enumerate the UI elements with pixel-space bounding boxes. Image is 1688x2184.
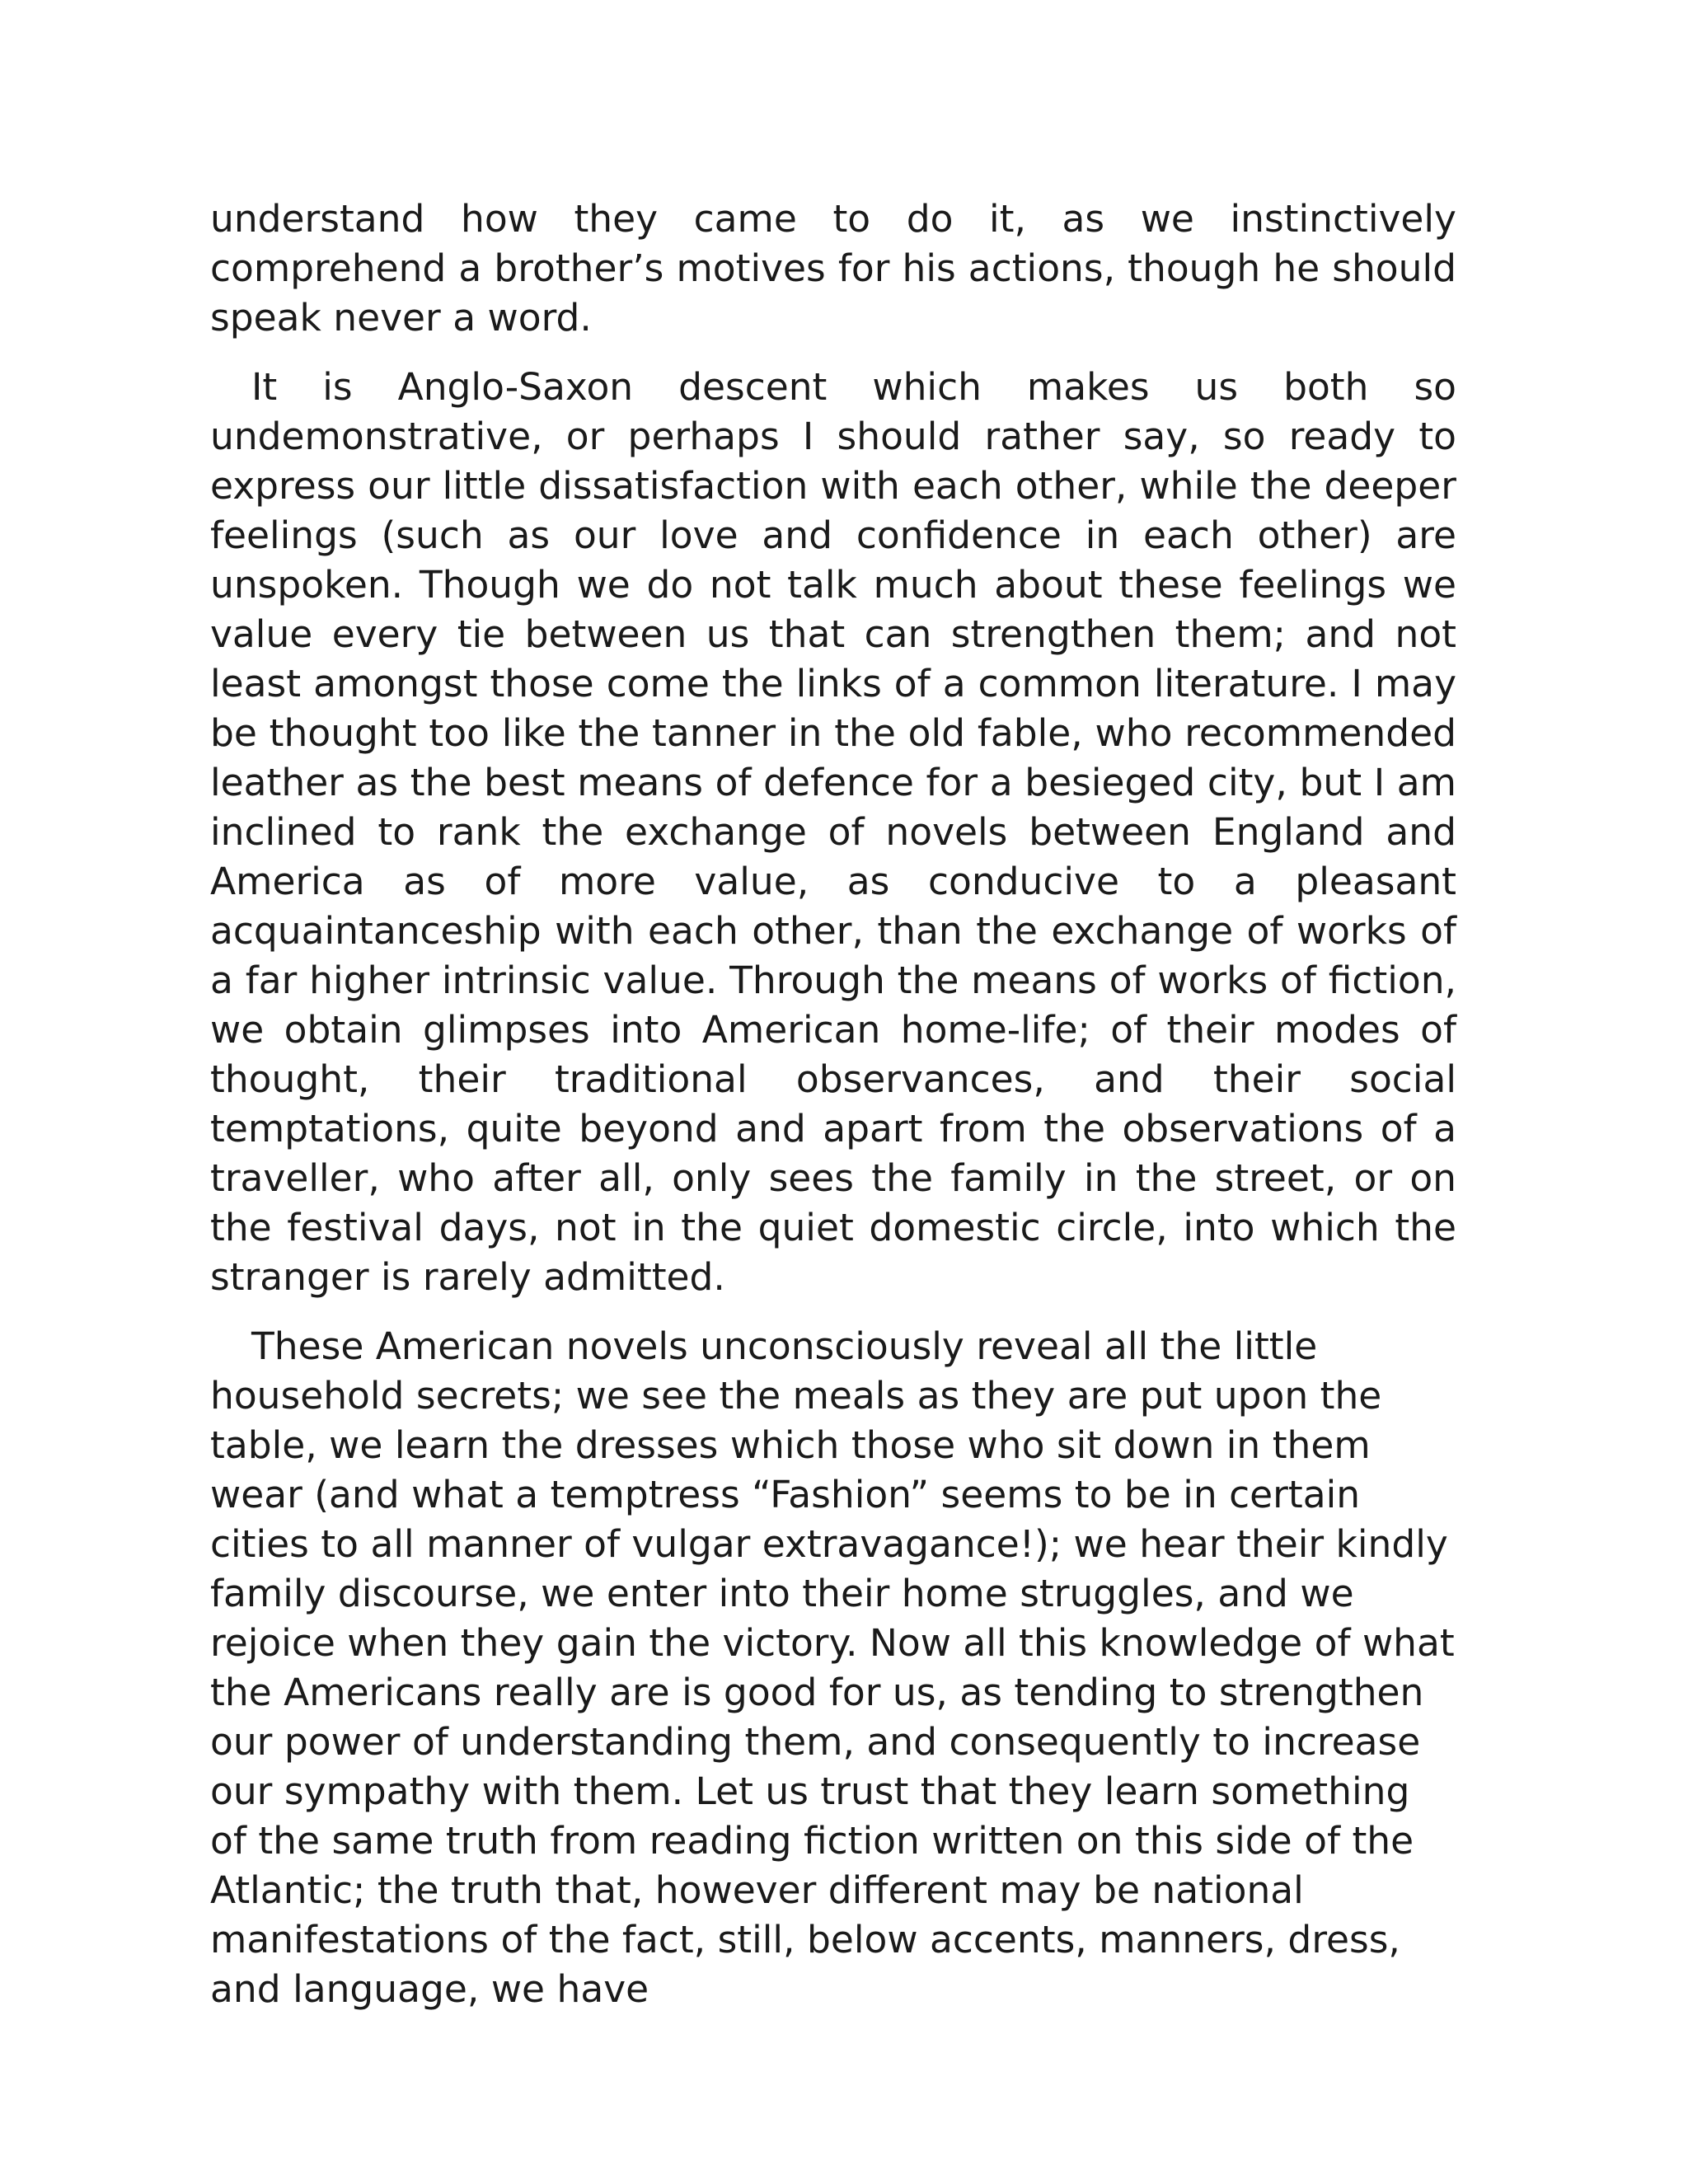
paragraph-continuation: understand how they came to do it, as we instinctively comprehend a brother’s motives for his actions, though he should speak never a word. — [210, 197, 1456, 340]
paragraph-anglo-saxon: It is Anglo-Saxon descent which makes us both so undemonstrative, or perhaps I should rather say, so ready to express our little dissatisfaction with each other, while the deeper feelings (such as our love and confidence in each other) are unspoken. Though we do not talk much about these feelings we value every tie between us that can strengthen them; and not least amongst those come the links of a common literature. I may be thought too like the tanner in the old fable, who recommended leather as the best means of defence for a besieged city, but I am inclined to rank the exchange of novels between England and America as of more value, as conducive to a pleasant acquaintanceship with each other, than the exchange of works of a far higher intrinsic value. Through the means of works of fiction, we obtain glimpses into American home-life; of their modes of thought, their traditional observances, and their social temptations, quite beyond and apart from the observations of a traveller, who after all, only sees the family in the street, or on the festival days, not in the quiet domestic circle, into which the stranger is rarely admitted. — [210, 365, 1456, 1299]
document-page — [210, 194, 1456, 2034]
paragraph-american-novels: These American novels unconsciously reveal all the little household secrets; we see the meals as they are put upon the table, we learn the dresses which those who sit down in them wear (and what a temptress “Fashion” seems to be in certain cities to all manner of vulgar extravagance!); we hear their kindly family discourse, we enter into their home struggles, and we rejoice when they gain the victory. Now all this knowledge of what the Americans really are is good for us, as tending to strengthen our power of understanding them, and consequently to increase our sympathy with them. Let us trust that they learn something of the same truth from reading fiction written on this side of the Atlantic; the truth that, however different may be national manifestations of the fact, still, below accents, manners, dress, and language, we have — [210, 1324, 1455, 2011]
